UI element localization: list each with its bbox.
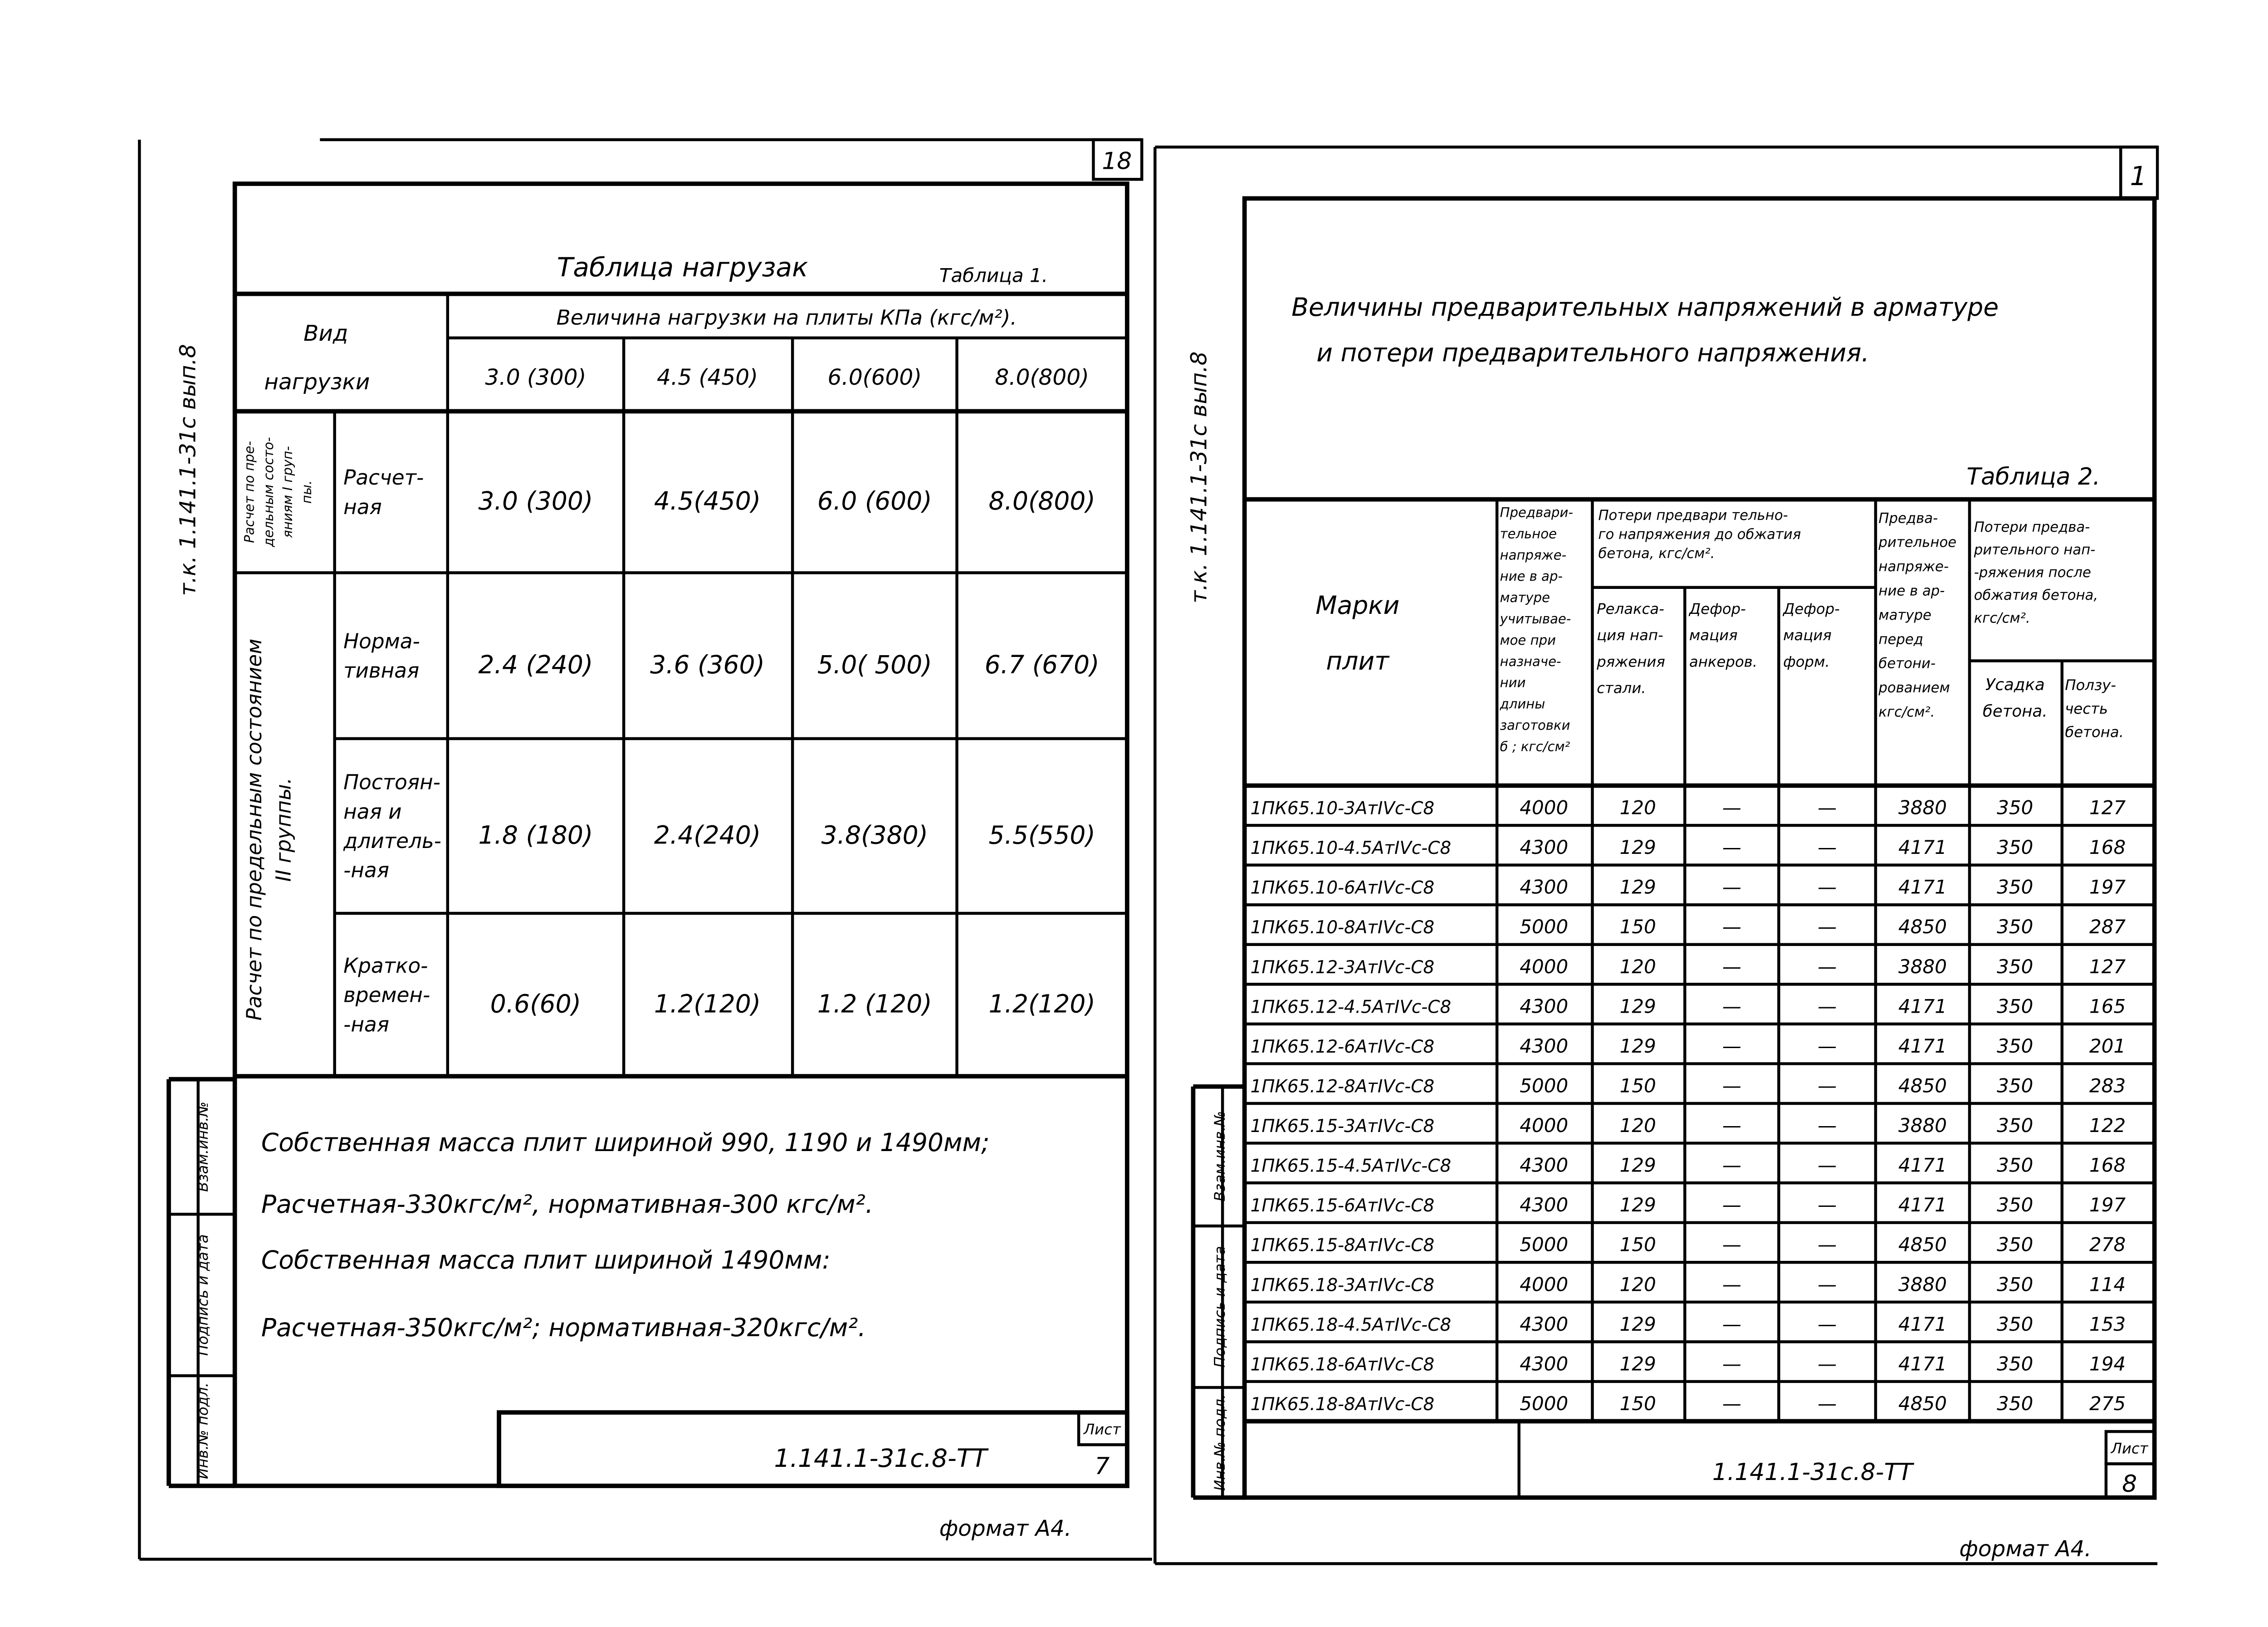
load-value: 6.7 (670) (984, 650, 1100, 680)
header-prestress: б ; кгс/см² (1500, 739, 1570, 755)
table-cell: 120 (1619, 796, 1656, 819)
header-anchor: Дефор- (1689, 600, 1746, 617)
header-prestress: назначе- (1500, 653, 1561, 669)
table-cell: 201 (2089, 1034, 2126, 1057)
plate-mark: 1ПК65.10-3АтIVс-С8 (1250, 798, 1435, 819)
table-cell: 150 (1619, 1233, 1656, 1256)
table-cell: — (1722, 796, 1741, 819)
header-shrink: Усадка (1985, 676, 2045, 695)
header-loss_before: Потери предвари тельно- (1598, 507, 1788, 524)
table-cell: 127 (2089, 796, 2126, 819)
table-cell: — (1722, 1313, 1741, 1335)
stamp-column (1193, 1087, 1244, 1498)
header-prestress: ние в ар- (1500, 568, 1563, 584)
table-cell: 129 (1619, 1034, 1656, 1057)
plate-mark: 1ПК65.15-4.5АтIVс-С8 (1250, 1156, 1452, 1176)
header-loss_after: -ряжения после (1974, 564, 2091, 581)
header-load-type: нагрузки (264, 369, 370, 395)
load-value: 1.2(120) (654, 989, 761, 1019)
table-cell: — (1722, 876, 1741, 898)
table-cell: 4171 (1898, 1313, 1947, 1335)
header-prestress: нии (1500, 675, 1526, 691)
row-label: Расчет- (343, 466, 424, 490)
row-label: тивная (343, 658, 420, 683)
table-cell: — (1818, 1313, 1837, 1335)
table-cell: 4850 (1898, 1392, 1947, 1415)
group-labels (242, 437, 314, 1020)
table-cell: — (1818, 995, 1837, 1018)
table-cell: 4850 (1898, 916, 1947, 938)
table-cell: 4171 (1898, 1154, 1947, 1176)
table-cell: 129 (1619, 995, 1656, 1018)
plate-mark: 1ПК65.12-8АтIVс-С8 (1250, 1076, 1435, 1097)
table-cell: — (1722, 1034, 1741, 1057)
table-cell: 350 (1997, 995, 2033, 1018)
header-prestress: Предвари- (1500, 505, 1573, 520)
header-prestress_before: перед (1878, 631, 1924, 648)
load-value: 1.2 (120) (817, 989, 932, 1019)
table-cell: 4171 (1898, 1353, 1947, 1375)
load-value: 0.6(60) (490, 989, 582, 1019)
table-cell: — (1818, 1392, 1837, 1415)
left-page (139, 140, 1152, 1559)
header-prestress: мое при (1500, 632, 1556, 648)
row-label: Постоян- (343, 770, 441, 794)
header-loss_after: Потери предва- (1974, 519, 2090, 535)
table-cell: 4000 (1520, 1273, 1569, 1296)
table-cell: 4300 (1520, 1313, 1569, 1335)
header-prestress: длины (1500, 696, 1545, 712)
table-cell: — (1818, 955, 1837, 978)
table-cell: 150 (1619, 916, 1656, 938)
header-prestress_before: ние в ар- (1878, 583, 1945, 599)
table-cell: 4000 (1520, 796, 1569, 819)
plate-mark: 1ПК65.15-3АтIVс-С8 (1250, 1116, 1435, 1137)
table-cell: 350 (1997, 1074, 2033, 1097)
table-cell: 129 (1619, 1313, 1656, 1335)
table-cell: 4300 (1520, 876, 1569, 898)
table-cell: 4300 (1520, 1353, 1569, 1375)
table-cell: 4000 (1520, 1114, 1569, 1137)
table-cell: 350 (1997, 1114, 2033, 1137)
table-cell: 197 (2089, 1194, 2126, 1216)
stamp-label: Инв.№ подл. (1211, 1394, 1229, 1491)
table-cell: 350 (1997, 1313, 2033, 1335)
plate-mark: 1ПК65.12-4.5АтIVс-С8 (1250, 997, 1452, 1018)
table-cell: 4850 (1898, 1233, 1947, 1256)
table-cell: 350 (1997, 1273, 2033, 1296)
load-value: 8.0(800) (988, 486, 1095, 516)
plate-mark: 1ПК65.18-4.5АтIVс-С8 (1250, 1314, 1452, 1335)
table-cell: 3880 (1898, 1273, 1947, 1296)
table-cell: 4300 (1520, 1194, 1569, 1216)
table-cell: 3880 (1898, 796, 1947, 819)
header-form: Дефор- (1783, 600, 1840, 617)
table-cell: — (1722, 1273, 1741, 1296)
table-header (1315, 505, 2124, 754)
prestress-table (1245, 500, 2155, 1421)
table-cell: 283 (2089, 1074, 2126, 1097)
table-cell: — (1722, 836, 1741, 859)
stamp-label: Подпись и дата (1211, 1246, 1229, 1368)
load-value: 5.0( 500) (817, 650, 932, 680)
table-body (1245, 797, 2155, 1415)
table-cell: — (1722, 1353, 1741, 1375)
note-line: Расчетная-330кгс/м², нормативная-300 кгс/м². (261, 1190, 874, 1219)
table-cell: 4171 (1898, 836, 1947, 859)
table-cell: 150 (1619, 1074, 1656, 1097)
group-label: Расчет по пре- (241, 441, 257, 543)
table-cell: 5000 (1520, 916, 1569, 938)
header-form: мация (1783, 627, 1832, 644)
stamp-label: Взам.инв.№ (1211, 1111, 1229, 1202)
table-cell: — (1818, 876, 1837, 898)
table-cell: 287 (2089, 916, 2126, 938)
table-cell: 129 (1619, 1353, 1656, 1375)
sheet-number: 1 (2130, 161, 2147, 192)
table-cell: 4171 (1898, 876, 1947, 898)
table-cell: — (1818, 1273, 1837, 1296)
document-code: 1.141.1-31с.8-ТТ (1712, 1458, 1913, 1486)
load-value: 2.4(240) (654, 820, 761, 850)
table-cell: 4171 (1898, 1194, 1947, 1216)
table-cell: 120 (1619, 1114, 1656, 1137)
row-label: Норма- (343, 629, 420, 654)
table-cell: 4300 (1520, 1034, 1569, 1057)
stamp-label: Подпись и дата (194, 1234, 211, 1356)
note-line: Расчетная-350кгс/м²; нормативная-320кгс/м². (261, 1313, 866, 1342)
table-cell: — (1722, 916, 1741, 938)
table-cell: — (1818, 1114, 1837, 1137)
plate-mark: 1ПК65.18-8АтIVс-С8 (1250, 1394, 1435, 1415)
table-cell: 350 (1997, 916, 2033, 938)
table-cell: — (1722, 1194, 1741, 1216)
table-cell: — (1722, 1074, 1741, 1097)
header-shrink: бетона. (1982, 702, 2048, 721)
table-title: Величины предварительных напряжений в арматуре (1291, 293, 1999, 322)
table-number: Таблица 1. (939, 264, 1048, 287)
table-cell: 4300 (1520, 836, 1569, 859)
header-load-value: Величина нагрузки на плиты КПа (кгс/м²). (556, 305, 1017, 330)
load-value: 3.8(380) (821, 820, 929, 850)
loads-table-body (343, 466, 1100, 1036)
table-cell: 350 (1997, 836, 2033, 859)
table-cell: 114 (2089, 1273, 2126, 1296)
header-form: форм. (1783, 653, 1830, 671)
table-cell: 122 (2089, 1114, 2126, 1137)
header-prestress: заготовки (1500, 717, 1570, 733)
table-cell: 120 (1619, 1273, 1656, 1296)
row-label: ная (343, 495, 382, 519)
load-value: 4.5(450) (654, 486, 761, 516)
table-cell: — (1818, 836, 1837, 859)
table-cell: 350 (1997, 1034, 2033, 1057)
table-cell: 350 (1997, 876, 2033, 898)
header-prestress_before: напряже- (1878, 559, 1949, 575)
plate-mark: 1ПК65.10-6АтIVс-С8 (1250, 877, 1435, 898)
document-code: 1.141.1-31с.8-ТТ (774, 1443, 987, 1473)
side-label: т.к. 1.141.1-31с вып.8 (175, 344, 201, 596)
header-prestress: тельное (1500, 526, 1557, 542)
group-label: яниям I груп- (279, 446, 295, 538)
table-cell: — (1722, 995, 1741, 1018)
table-cell: 5000 (1520, 1074, 1569, 1097)
header-creep: Ползу- (2065, 676, 2116, 694)
load-value: 3.6 (360) (650, 650, 765, 680)
table-cell: 129 (1619, 876, 1656, 898)
plate-mark: 1ПК65.10-8АтIVс-С8 (1250, 917, 1435, 938)
header-prestress_before: рованием (1878, 680, 1950, 696)
header-loss_after: кгс/см². (1974, 610, 2030, 627)
plate-mark: 1ПК65.12-6АтIVс-С8 (1250, 1036, 1435, 1057)
header-prestress_before: матуре (1878, 607, 1931, 623)
load-value: 6.0 (600) (817, 486, 932, 516)
header-load-column: 8.0(800) (995, 365, 1090, 391)
table-cell: — (1818, 1034, 1837, 1057)
table-cell: 168 (2089, 1154, 2126, 1176)
table-cell: 4850 (1898, 1074, 1947, 1097)
header-loss_after: рительного нап- (1974, 541, 2096, 558)
table-cell: — (1818, 1194, 1837, 1216)
table-cell: 4000 (1520, 955, 1569, 978)
row-label: ная и (343, 799, 402, 824)
header-prestress_before: рительное (1878, 534, 1957, 551)
load-value: 1.8 (180) (478, 820, 593, 850)
header-load-column: 4.5 (450) (656, 365, 758, 391)
table-cell: 275 (2089, 1392, 2126, 1415)
group-label: пы. (298, 480, 314, 504)
header-load-column: 6.0(600) (827, 365, 922, 391)
format-label: формат А4. (939, 1515, 1072, 1541)
format-label: формат А4. (1959, 1536, 2092, 1562)
plate-mark: 1ПК65.18-3АтIVс-С8 (1250, 1275, 1435, 1296)
stamp-column (169, 1079, 235, 1486)
header-prestress: матуре (1500, 590, 1550, 606)
table-cell: — (1818, 1233, 1837, 1256)
table-cell: 127 (2089, 955, 2126, 978)
header-load-column: 3.0 (300) (485, 365, 587, 391)
load-value: 5.5(550) (988, 820, 1095, 850)
table-cell: 4171 (1898, 995, 1947, 1018)
table-cell: 278 (2089, 1233, 2126, 1256)
header-prestress_before: кгс/см². (1878, 704, 1935, 720)
table-title: Таблица нагрузак (557, 251, 808, 283)
header-prestress_before: бетони- (1878, 655, 1936, 672)
plate-mark: 1ПК65.15-6АтIVс-С8 (1250, 1196, 1435, 1216)
note-line: Собственная масса плит шириной 1490мм: (261, 1245, 831, 1274)
header-prestress: напряже- (1500, 547, 1567, 563)
table-cell: — (1722, 1154, 1741, 1176)
sheet-label: Лист (1083, 1421, 1121, 1438)
row-label: -ная (343, 858, 390, 882)
table-cell: — (1818, 916, 1837, 938)
header-prestress: учитывае- (1500, 611, 1571, 627)
table-cell: — (1722, 1233, 1741, 1256)
header-relax: стали. (1597, 679, 1646, 697)
table-cell: 3880 (1898, 1114, 1947, 1137)
table-cell: — (1818, 1154, 1837, 1176)
row-label: длитель- (343, 829, 441, 853)
table-cell: 194 (2089, 1353, 2126, 1375)
table-cell: — (1818, 1353, 1837, 1375)
table-title: и потери предварительного напряжения. (1316, 338, 1869, 368)
table-cell: 350 (1997, 796, 2033, 819)
header-anchor: мация (1689, 627, 1738, 644)
sheet-number: 18 (1102, 147, 1132, 175)
group-label: дельным состо- (260, 437, 276, 547)
header-loss_before: го напряжения до обжатия (1598, 526, 1801, 543)
header-mark: плит (1326, 646, 1389, 676)
sheet-number: 8 (2122, 1470, 2137, 1498)
table-cell: — (1722, 1114, 1741, 1137)
table-cell: 350 (1997, 1353, 2033, 1375)
table-cell: 150 (1619, 1392, 1656, 1415)
row-label: Кратко- (343, 954, 428, 978)
header-creep: бетона. (2065, 723, 2124, 741)
stamp-label: Взам.инв.№ (194, 1101, 211, 1192)
table-cell: 350 (1997, 955, 2033, 978)
table-cell: 165 (2089, 995, 2126, 1018)
plate-mark: 1ПК65.12-3АтIVс-С8 (1250, 957, 1435, 978)
sheet-number: 7 (1095, 1452, 1110, 1480)
header-relax: ряжения (1597, 653, 1665, 671)
table-cell: — (1722, 955, 1741, 978)
row-label: времен- (343, 983, 430, 1007)
stamp-label: Инв.№ подл. (194, 1382, 211, 1479)
header-loss_before: бетона, кгс/см². (1598, 545, 1715, 562)
sheet-label: Лист (2111, 1440, 2148, 1457)
table-cell: 350 (1997, 1392, 2033, 1415)
table-cell: 4171 (1898, 1034, 1947, 1057)
header-load-type: Вид (303, 321, 348, 347)
loads-table (235, 294, 1127, 1077)
table-cell: 4300 (1520, 995, 1569, 1018)
header-relax: Релакса- (1597, 600, 1664, 617)
plate-mark: 1ПК65.15-8АтIVс-С8 (1250, 1235, 1435, 1256)
table-cell: 350 (1997, 1233, 2033, 1256)
load-value: 1.2(120) (988, 989, 1095, 1019)
table-cell: — (1818, 1074, 1837, 1097)
header-loss_after: обжатия бетона, (1974, 587, 2098, 604)
mass-notes (261, 1128, 990, 1342)
table-cell: — (1722, 1392, 1741, 1415)
plate-mark: 1ПК65.18-6АтIVс-С8 (1250, 1354, 1435, 1375)
note-line: Собственная масса плит шириной 990, 1190 и 1490мм; (261, 1128, 990, 1157)
table-cell: 350 (1997, 1194, 2033, 1216)
table-cell: 129 (1619, 836, 1656, 859)
table-cell: 5000 (1520, 1233, 1569, 1256)
load-value: 3.0 (300) (478, 486, 593, 516)
load-value: 2.4 (240) (478, 650, 593, 680)
plate-mark: 1ПК65.10-4.5АтIVс-С8 (1250, 838, 1452, 859)
right-page (1155, 147, 2157, 1563)
side-label: т.к. 1.141.1-31с вып.8 (1186, 351, 1212, 603)
table-cell: 129 (1619, 1194, 1656, 1216)
table-cell: 153 (2089, 1313, 2126, 1335)
table-cell: 5000 (1520, 1392, 1569, 1415)
header-mark: Марки (1315, 590, 1400, 620)
table-cell: 129 (1619, 1154, 1656, 1176)
table-cell: 3880 (1898, 955, 1947, 978)
table-cell: 197 (2089, 876, 2126, 898)
header-relax: ция нап- (1597, 627, 1663, 644)
table-cell: 4300 (1520, 1154, 1569, 1176)
group-label: II группы. (271, 777, 296, 882)
header-prestress_before: Предва- (1878, 510, 1938, 527)
table-cell: 350 (1997, 1154, 2033, 1176)
group-label: Расчет по предельным состоянием (242, 638, 266, 1021)
table-cell: — (1818, 796, 1837, 819)
header-creep: честь (2065, 700, 2108, 717)
table-number: Таблица 2. (1966, 463, 2101, 491)
header-anchor: анкеров. (1689, 653, 1758, 671)
table-cell: 168 (2089, 836, 2126, 859)
row-label: -ная (343, 1012, 390, 1037)
table-cell: 120 (1619, 955, 1656, 978)
